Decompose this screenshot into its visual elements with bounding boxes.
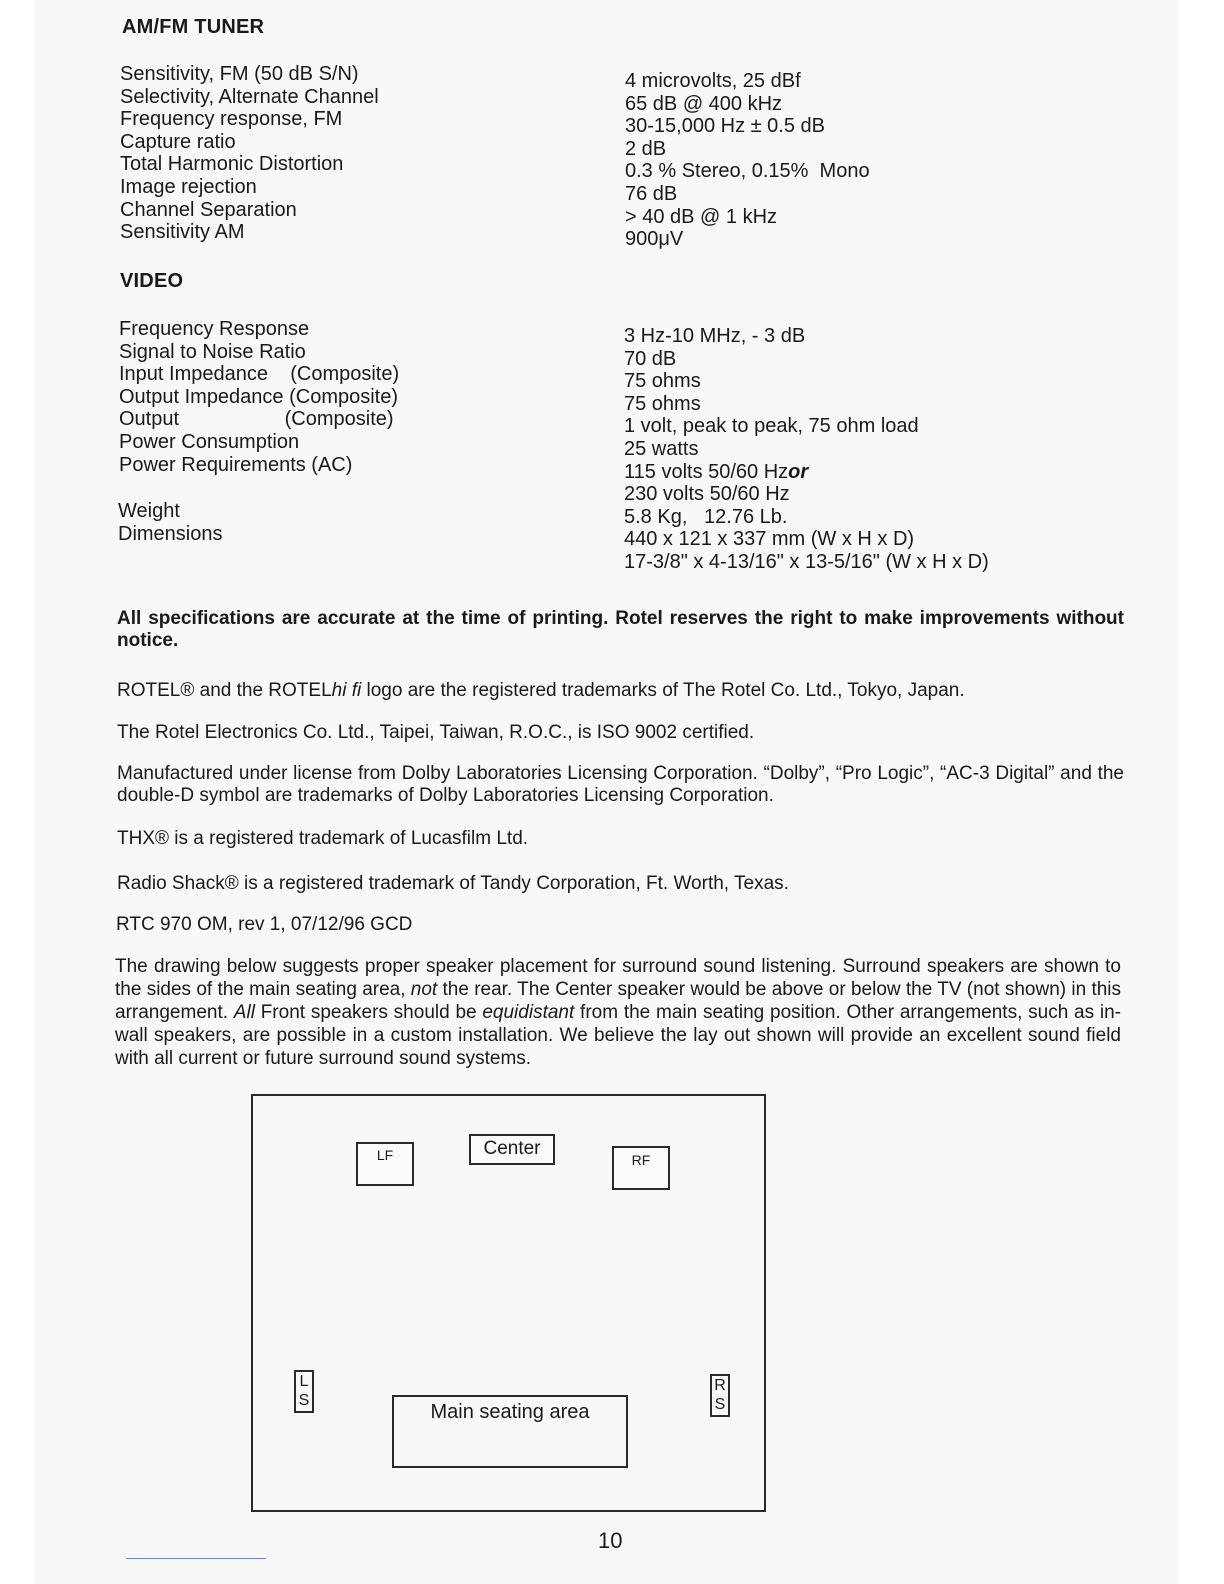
spec-label: Weight bbox=[118, 500, 180, 522]
tuner-values bbox=[625, 70, 870, 251]
revision-line: RTC 970 OM, rev 1, 07/12/96 GCD bbox=[116, 914, 413, 935]
spec-value: 230 volts 50/60 Hz bbox=[624, 483, 790, 506]
spec-label: Image rejection bbox=[120, 175, 257, 198]
or-word: or bbox=[788, 460, 809, 483]
center-speaker: Center bbox=[469, 1134, 555, 1165]
left-surround-letter: S bbox=[298, 1392, 310, 1409]
spec-value: 0.3 % Stereo, 0.15% Mono bbox=[625, 160, 870, 183]
spec-value: 70 dB bbox=[624, 347, 677, 370]
video-labels-2 bbox=[118, 500, 222, 545]
video-heading: VIDEO bbox=[120, 270, 184, 292]
spec-value: 30-15,000 Hz ± 0.5 dB bbox=[625, 115, 825, 138]
placement-text: the rear. The Center speaker would be above or below the TV (not shown) in this arrangement. bbox=[115, 979, 1122, 1023]
left-surround-speaker bbox=[294, 1370, 314, 1413]
left-front-speaker: LF bbox=[356, 1142, 414, 1186]
spec-label: Total Harmonic Distortion bbox=[120, 153, 344, 176]
spec-value: 115 volts 50/60 Hz bbox=[624, 460, 789, 483]
thx-notice: THX® is a registered trademark of Lucasfilm Ltd. bbox=[117, 828, 529, 849]
spec-label: Power Requirements (AC) bbox=[119, 453, 353, 476]
main-seating-area: Main seating area bbox=[392, 1395, 628, 1468]
spec-value: > 40 dB @ 1 kHz bbox=[625, 205, 778, 228]
spec-label: Capture ratio bbox=[120, 130, 236, 153]
spec-value: 65 dB @ 400 kHz bbox=[625, 92, 783, 115]
placement-emphasis: not bbox=[410, 979, 438, 1000]
radioshack-notice: Radio Shack® is a registered trademark of Tandy Corporation, Ft. Worth, Texas. bbox=[117, 873, 789, 894]
left-surround-letter: L bbox=[299, 1373, 309, 1390]
spec-value: 3 Hz-10 MHz, - 3 dB bbox=[624, 325, 806, 347]
tuner-labels bbox=[120, 63, 379, 244]
placement-text: from the main seating position. Other arrangements, such as in-wall speakers, are possible in a custom installation. We believe the lay out shown will provide an excellent sound field with all current or future surround sound systems. bbox=[115, 1002, 1121, 1069]
spec-value: 75 ohms bbox=[624, 370, 701, 393]
spec-label: Selectivity, Alternate Channel bbox=[120, 85, 379, 108]
rotel-trademark bbox=[117, 680, 1124, 702]
right-surround-speaker bbox=[710, 1374, 730, 1417]
spec-label: Dimensions bbox=[118, 522, 223, 545]
video-labels bbox=[119, 318, 399, 476]
placement-text: Front speakers should be bbox=[254, 1002, 483, 1023]
spec-label: Input Impedance (Composite) bbox=[119, 363, 400, 386]
hifi-logo-text: hi fi bbox=[331, 680, 362, 701]
spec-value: 440 x 121 x 337 mm (W x H x D) bbox=[624, 528, 915, 551]
iso-notice: The Rotel Electronics Co. Ltd., Taipei, Taiwan, R.O.C., is ISO 9002 certified. bbox=[117, 722, 755, 743]
spec-value: 4 microvolts, 25 dBf bbox=[625, 70, 801, 92]
footer-rule bbox=[126, 1558, 266, 1559]
rotel-trademark-text: ROTEL® and the ROTEL bbox=[117, 680, 332, 701]
spec-value: 1 volt, peak to peak, 75 ohm load bbox=[624, 415, 919, 438]
spec-value: 2 dB bbox=[625, 137, 667, 160]
spec-label: Channel Separation bbox=[120, 198, 297, 221]
spec-label: Output Impedance (Composite) bbox=[119, 385, 399, 408]
placement-emphasis: All bbox=[233, 1002, 255, 1023]
speaker-placement-diagram bbox=[251, 1094, 766, 1512]
spec-label: Signal to Noise Ratio bbox=[119, 340, 306, 363]
right-surround-letter: S bbox=[714, 1396, 726, 1413]
spec-label: Output (Composite) bbox=[119, 408, 394, 431]
spec-label: Sensitivity AM bbox=[120, 221, 245, 244]
spec-label: Frequency Response bbox=[119, 318, 310, 340]
right-front-speaker: RF bbox=[612, 1146, 670, 1190]
spec-value-row bbox=[624, 461, 989, 484]
right-surround-letter: R bbox=[714, 1377, 726, 1394]
spec-value: 5.8 Kg, 12.76 Lb. bbox=[624, 505, 788, 528]
spec-label: Power Consumption bbox=[119, 430, 300, 453]
spec-value: 25 watts bbox=[624, 437, 699, 460]
accuracy-notice: All specifications are accurate at the time of printing. Rotel reserves the right to make improvements without notice. bbox=[117, 608, 1124, 651]
placement-emphasis: equidistant bbox=[482, 1002, 575, 1023]
spec-value: 17-3/8" x 4-13/16" x 13-5/16" (W x H x D) bbox=[624, 550, 989, 573]
video-values bbox=[624, 325, 989, 574]
placement-paragraph bbox=[115, 955, 1121, 1070]
spec-label: Sensitivity, FM (50 dB S/N) bbox=[120, 63, 359, 85]
spec-value: 76 dB bbox=[625, 182, 678, 205]
rotel-trademark-text-2: logo are the registered trademarks of The Rotel Co. Ltd., Tokyo, Japan. bbox=[361, 680, 965, 701]
spec-value: 75 ohms bbox=[624, 392, 701, 415]
tuner-heading: AM/FM TUNER bbox=[122, 16, 265, 38]
spec-label: Frequency response, FM bbox=[120, 108, 343, 131]
page-number: 10 bbox=[598, 1528, 623, 1553]
placement-text: The drawing below suggests proper speaker placement for surround sound listening. Surround speakers are shown to the sides of the main seating area, bbox=[115, 956, 1121, 1000]
spec-value: 900μV bbox=[625, 228, 684, 251]
dolby-notice: Manufactured under license from Dolby Laboratories Licensing Corporation. “Dolby”, “Pro Logic”, “AC-3 Digital” and the double-D symbol are trademarks of Dolby Laboratories Licensing Corporation. bbox=[117, 763, 1124, 806]
